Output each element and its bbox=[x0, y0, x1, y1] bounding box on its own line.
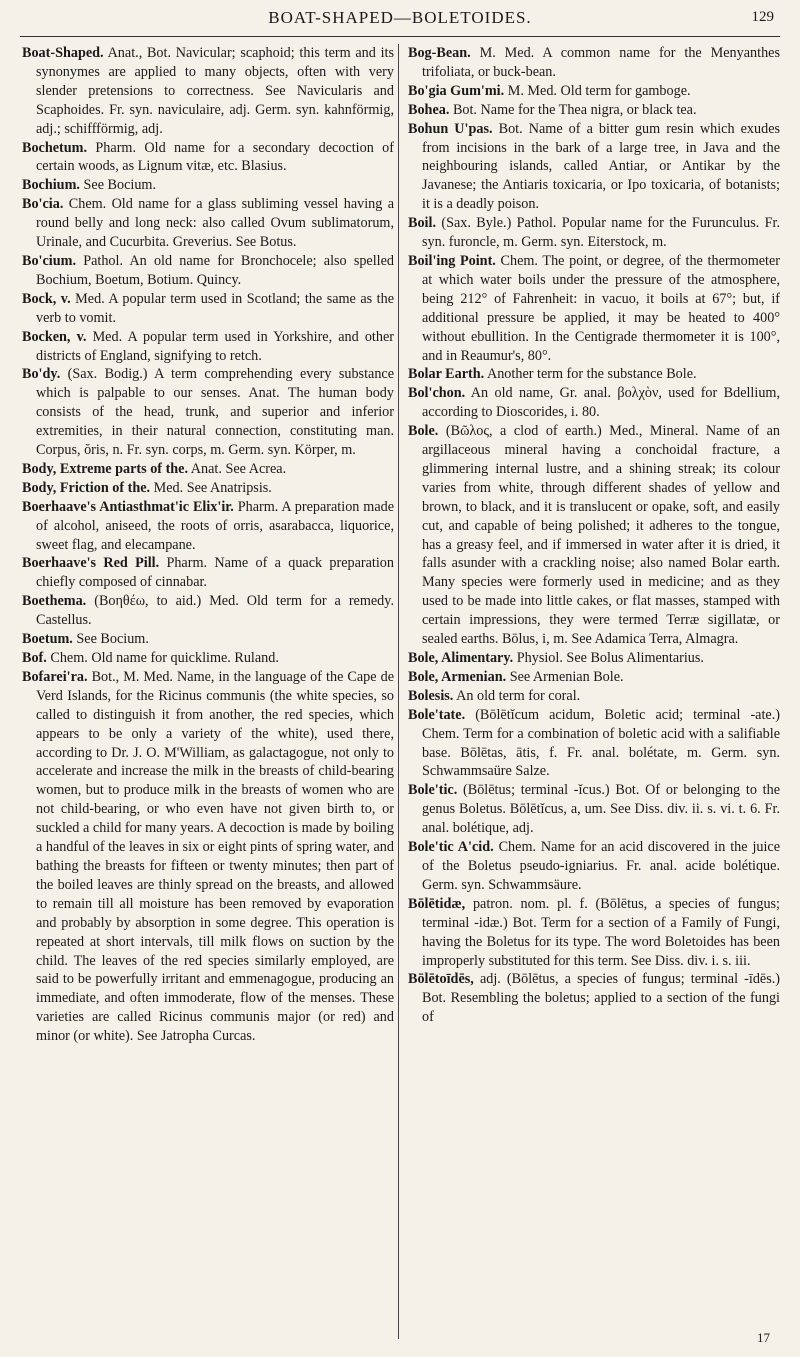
dictionary-entry bbox=[408, 781, 780, 838]
entry-body: Chem. Name for an acid discovered in the juice of the Boletus pseudo-igniarius. Fr. anal. acide bolétique. Germ. syn. Schwammsäure. bbox=[422, 839, 781, 893]
entry-body: Pharm. A preparation made of alcohol, aniseed, the roots of orris, asarabacca, liquorice, sweet flag, and elecampane. bbox=[36, 498, 395, 553]
entry-headword: Boethema. bbox=[22, 593, 87, 610]
entry-body: An old term for coral. bbox=[456, 687, 581, 704]
dictionary-entry bbox=[22, 630, 394, 649]
entry-body: Pharm. Old name for a secondary decoction of certain woods, as Lignum vitæ, etc. Blasius. bbox=[36, 139, 395, 175]
entry-body: (Bōlētĭcum acidum, Boletic acid; terminal -ate.) Chem. Term for a combination of boletic acid with a salifiable base. Bōlētas, ātis, f. Fr. anal. bolétate, m. Germ. syn. Schwammsaüre Salze. bbox=[422, 706, 780, 780]
entry-headword: Bole'tic. bbox=[408, 782, 458, 799]
entry-headword: Bock, v. bbox=[22, 290, 71, 307]
entry-body: Med. A popular term used in Yorkshire, and other districts of England, signifying to retch. bbox=[36, 328, 394, 364]
entry-headword: Bo'cia. bbox=[22, 196, 64, 213]
entry-body: (Βῶλος, a clod of earth.) Med., Mineral. Name of an argillaceous mineral having a conchoidal fracture, a glimmering internal lustre, and a shining streak; its colour varies from white, through different shades of yellow and brown, to black, and it is translucent or opake, soft, and easily cut, and capable of being polished; it adheres to the tongue, has a greasy feel, and if immersed in water after it is dried, it falls asunder with a crackling noise; also named Bolar earth. Many species were formerly used in medicine; and as they used to be made into little cakes, or flat masses, stamped with certain impressions, they were termed Terræ sigillatæ, or sealed earths. Bōlus, i, m. See Adamica Terra, Almagra. bbox=[422, 423, 781, 648]
entry-headword: Bohea. bbox=[408, 101, 450, 118]
entry-headword: Bocken, v. bbox=[22, 328, 87, 345]
entry-headword: Boerhaave's Antiasthmat'ic Elix'ir. bbox=[22, 498, 234, 515]
entry-body: An old name, Gr. anal. βολχὸν, used for Bdellium, according to Dioscorides, i. 80. bbox=[422, 385, 780, 421]
entry-body: Chem. Old name for quicklime. Ruland. bbox=[50, 650, 279, 666]
entry-headword: Bog-Bean. bbox=[408, 45, 471, 61]
dictionary-entry bbox=[408, 895, 780, 971]
entry-body: (Βοηθέω, to aid.) Med. Old term for a remedy. Castellus. bbox=[36, 593, 394, 629]
dictionary-entry bbox=[408, 82, 780, 101]
entry-body: Bot., M. Med. Name, in the language of the Cape de Verd Islands, for the Ricinus communis (the white species, so called to distinguish it from another, the red species, which appears to be only a variety of the white), used there, according to Dr. J. O. M'William, as galactagogue, not only to accelerate and increase the milk in the breasts of child-bearing women, but to produce milk in the breasts of women who are not child-bearing, or who even have not given birth to, or suckled a child for many years. A decoction is made by boiling a handful of the leaves in six or eight pints of spring water, and bathing the breasts for fifteen or twenty minutes; then part of the boiled leaves are thinly spread on the breasts, and allowed to remain till all moisture has been removed by evaporation and probably by absorption in some degree. This operation is repeated at short intervals, till milk flows on suction by the child. The leaves of the red species similarly employed, are said to be powerfully irritant and emmenagogue, producing an immediate, and often immoderate, flow of the menses. These varieties are called Ricinus communis major (or red) and minor (or white). See Jatropha Curcas. bbox=[36, 668, 395, 1045]
left-column bbox=[22, 44, 394, 1046]
dictionary-entry bbox=[22, 498, 394, 555]
entry-headword: Bol'chon. bbox=[408, 385, 466, 402]
entry-headword: Bof. bbox=[22, 650, 47, 666]
dictionary-entry bbox=[22, 460, 394, 479]
entry-headword: Bolesis. bbox=[408, 687, 454, 704]
entry-headword: Boerhaave's Red Pill. bbox=[22, 555, 160, 572]
right-column bbox=[408, 44, 780, 1027]
dictionary-entry bbox=[408, 668, 780, 687]
entry-headword: Body, Friction of the. bbox=[22, 479, 151, 496]
dictionary-entry bbox=[22, 365, 394, 460]
entry-headword: Boil'ing Point. bbox=[408, 252, 496, 269]
dictionary-entry bbox=[22, 139, 394, 177]
entry-body: adj. (Bōlētus, a species of fungus; terminal -īdēs.) Bot. Resembling the boletus; applied to a section of the fungi of bbox=[422, 971, 781, 1026]
entry-headword: Bole'tic A'cid. bbox=[408, 839, 494, 856]
entry-body: M. Med. Old term for gamboge. bbox=[507, 82, 691, 99]
dictionary-entry bbox=[408, 838, 780, 895]
page-header bbox=[20, 6, 780, 34]
dictionary-entry bbox=[22, 252, 394, 290]
dictionary-entry bbox=[408, 384, 780, 422]
entry-body: Pharm. Name of a quack preparation chiefly composed of cinnabar. bbox=[36, 555, 394, 591]
entry-headword: Bo'dy. bbox=[22, 366, 61, 383]
entry-body: Anat., Bot. Navicular; scaphoid; this term and its synonymes are applied to many objects, often with very slender pretensions to correctness. See Navicularis and Scaphoides. Fr. syn. naviculaire, adj. Germ. syn. kahnförmig, adj.; schiffförmig, adj. bbox=[36, 45, 395, 137]
dictionary-entry bbox=[408, 365, 780, 384]
dictionary-entry bbox=[408, 649, 780, 668]
dictionary-entry bbox=[408, 252, 780, 365]
dictionary-entry bbox=[22, 649, 394, 668]
entry-headword: Boat-Shaped. bbox=[22, 45, 104, 61]
signature-mark: 17 bbox=[757, 1330, 770, 1345]
entry-body: Med. A popular term used in Scotland; the same as the verb to vomit. bbox=[36, 290, 394, 326]
dictionary-entry bbox=[408, 422, 780, 649]
entry-headword: Bōlētidæ, bbox=[408, 895, 466, 912]
entry-headword: Bole, Armenian. bbox=[408, 668, 507, 685]
dictionary-entry bbox=[408, 970, 780, 1027]
entry-headword: Bofarei'ra. bbox=[22, 668, 88, 685]
entry-body: Bot. Name for the Thea nigra, or black tea. bbox=[452, 101, 697, 118]
entry-headword: Body, Extreme parts of the. bbox=[22, 460, 189, 477]
entry-headword: Bohun U'pas. bbox=[408, 120, 493, 137]
dictionary-entry bbox=[408, 120, 780, 215]
entry-body: See Bocium. bbox=[83, 177, 157, 194]
dictionary-entry bbox=[22, 176, 394, 195]
entry-body: Anat. See Acrea. bbox=[190, 460, 287, 477]
dictionary-entry bbox=[408, 214, 780, 252]
entry-headword: Bole. bbox=[408, 423, 439, 440]
header-rule bbox=[20, 36, 780, 37]
entry-headword: Bolar Earth. bbox=[408, 366, 485, 383]
entry-headword: Bo'gia Gum'mi. bbox=[408, 82, 505, 99]
entry-headword: Bole, Alimentary. bbox=[408, 650, 514, 666]
dictionary-entry bbox=[22, 328, 394, 366]
dictionary-entry bbox=[22, 195, 394, 252]
entry-body: (Sax. Bodig.) A term comprehending every substance which is palpable to our senses. Anat. The human body consists of the head, trunk, and superior and inferior extremities, in their natural connection, constituting man. Corpus, ŏris, n. Fr. syn. corps, m. Germ. syn. Körper, m. bbox=[36, 366, 395, 459]
entry-headword: Boetum. bbox=[22, 631, 73, 648]
dictionary-entry bbox=[22, 44, 394, 139]
dictionary-entry bbox=[22, 554, 394, 592]
running-head: BOAT-SHAPED—BOLETOIDES. bbox=[268, 8, 532, 27]
entry-headword: Boil. bbox=[408, 215, 436, 232]
entry-body: Chem. Old name for a glass subliming vessel having a round belly and long neck: also called Ovum sublimatorum, Urinale, and Cucurbita. Greverius. See Botus. bbox=[36, 196, 395, 251]
entry-headword: Bo'cium. bbox=[22, 252, 76, 269]
entry-body: M. Med. A common name for the Menyanthes trifoliata, or buck-bean. bbox=[422, 45, 780, 80]
entry-body: See Bocium. bbox=[76, 631, 149, 648]
entry-body: (Bōlētus; terminal -ĭcus.) Bot. Of or belonging to the genus Boletus. Bōlētĭcus, a, um. See Diss. div. ii. s. vi. t. 6. Fr. anal. bolétique, adj. bbox=[422, 782, 781, 837]
entry-headword: Bole'tate. bbox=[408, 706, 466, 723]
dictionary-entry bbox=[408, 101, 780, 120]
dictionary-entry bbox=[22, 668, 394, 1046]
entry-headword: Bochium. bbox=[22, 177, 80, 194]
entry-body: Pathol. An old name for Bronchocele; also spelled Bochium, Boetum, Botium. Quincy. bbox=[36, 252, 395, 288]
page-number: 129 bbox=[751, 9, 774, 25]
entry-body: Chem. The point, or degree, of the thermometer at which water boils under the pressure of the atmosphere, being 212° of Fahrenheit: in vacuo, it boils at 67°; but, if additional pressure be applied, it may be heated to 400° without ebullition. In the Centigrade thermometer it is 100°, and in Reaumur's, 80°. bbox=[422, 252, 781, 364]
entry-body: See Armenian Bole. bbox=[509, 668, 624, 685]
entry-headword: Bochetum. bbox=[22, 139, 88, 156]
entry-body: Med. See Anatripsis. bbox=[153, 479, 272, 496]
entry-body: Bot. Name of a bitter gum resin which exudes from incisions in the bark of a large tree, in Java and the neighbouring islands, called Antiar, or Antikar by the Javanese; the Antiaris toxicaria, or Ipo toxicaria, of botanists; it is a deadly poison. bbox=[422, 120, 781, 213]
dictionary-entry bbox=[22, 479, 394, 498]
entry-body: Physiol. See Bolus Alimentarius. bbox=[516, 650, 704, 666]
dictionary-entry bbox=[408, 687, 780, 706]
entry-body: (Sax. Byle.) Pathol. Popular name for the Furunculus. Fr. syn. furoncle, m. Germ. syn. Eiterstock, m. bbox=[422, 215, 780, 251]
column-divider bbox=[398, 44, 399, 1339]
entry-body: Another term for the substance Bole. bbox=[486, 366, 697, 383]
entry-headword: Bōlētoīdēs, bbox=[408, 971, 474, 988]
dictionary-entry bbox=[22, 290, 394, 328]
dictionary-entry bbox=[408, 706, 780, 782]
dictionary-entry bbox=[408, 44, 780, 82]
entry-body: patron. nom. pl. f. (Bōlētus, a species of fungus; terminal -idæ.) Bot. Term for a section of a Family of Fungi, having the Boletus for its type. The word Boletoides has been improperly substituted for this term. See Diss. div. i. s. iii. bbox=[422, 895, 781, 969]
dictionary-entry bbox=[22, 592, 394, 630]
